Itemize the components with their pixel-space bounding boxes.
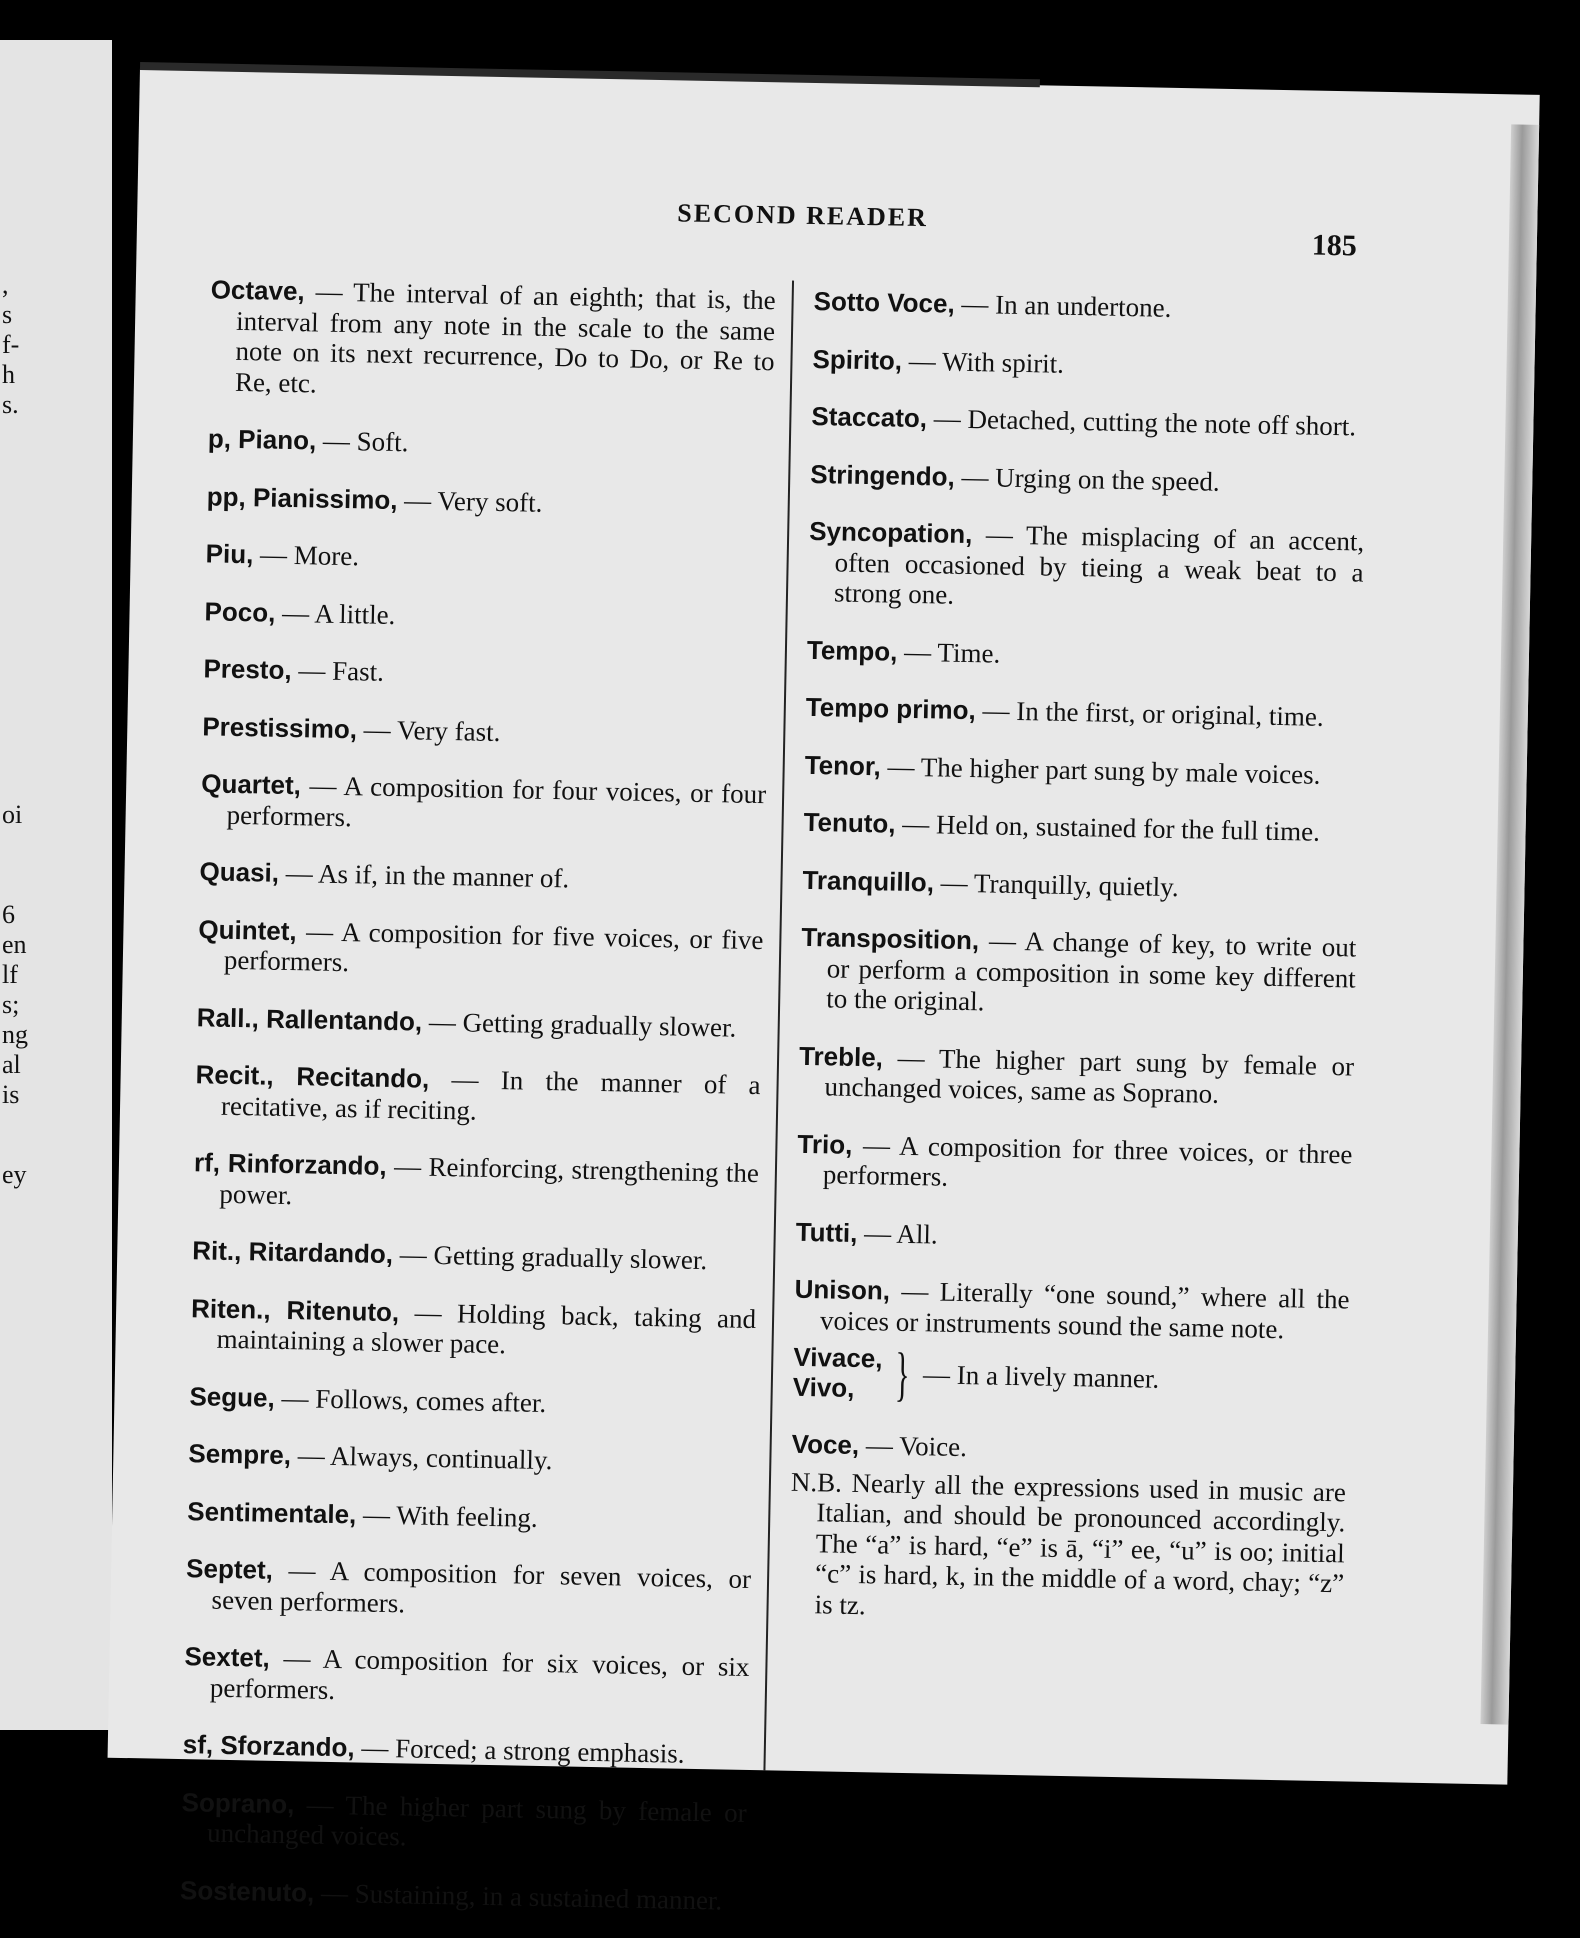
glossary-definition: — Soft. <box>315 425 409 458</box>
glossary-term: Sextet, <box>184 1641 271 1673</box>
glossary-definition: — A little. <box>275 597 396 630</box>
glossary-entry <box>202 711 767 752</box>
left-page-text-fragment: h <box>2 360 15 389</box>
glossary-term: Staccato, <box>811 400 928 434</box>
left-page-text-fragment: s; <box>2 990 20 1019</box>
left-page-sliver <box>0 40 112 1730</box>
glossary-definition: — As if, in the manner of. <box>278 857 570 894</box>
glossary-term: Segue, <box>189 1380 276 1413</box>
glossary-definition: — With feeling. <box>356 1498 538 1533</box>
page-number: 185 <box>1311 228 1358 263</box>
glossary-term: Tempo, <box>806 634 898 667</box>
glossary-definition: — Held on, sustained for the full time. <box>895 808 1321 847</box>
glossary-entry <box>181 1787 747 1859</box>
glossary-entry <box>800 922 1357 1024</box>
brace-terms <box>793 1342 883 1404</box>
glossary-term: Tranquillo, <box>802 864 935 897</box>
glossary-entry <box>199 856 764 897</box>
glossary-entry <box>205 538 770 579</box>
glossary-term: Transposition, <box>801 921 980 956</box>
glossary-definition: — Tranquilly, quietly. <box>933 866 1179 902</box>
running-header: SECOND READER <box>677 198 929 233</box>
glossary-entry <box>209 274 776 407</box>
glossary-definition: — The misplacing of an accent, often occasioned by tieing a weak beat to a strong one. <box>833 519 1365 610</box>
glossary-entry <box>184 1641 750 1713</box>
glossary-entry <box>797 1128 1353 1200</box>
glossary-term: Prestissimo, <box>202 710 358 744</box>
glossary-entry <box>798 1040 1354 1112</box>
glossary-term: Spirito, <box>812 343 903 376</box>
glossary-entry <box>192 1235 757 1276</box>
glossary-definition: — A composition for three voices, or three performers. <box>822 1129 1353 1192</box>
glossary-term: Tempo primo, <box>805 691 977 726</box>
glossary-definition: — Detached, cutting the note off short. <box>926 403 1357 442</box>
glossary-term: Rit., Ritardando, <box>192 1235 394 1270</box>
glossary-entry <box>203 653 768 694</box>
glossary-entry <box>188 1438 753 1479</box>
glossary-entry <box>195 1059 761 1131</box>
left-page-text-fragment: ey <box>2 1160 27 1189</box>
glossary-term: Rall., Rallentando, <box>196 1001 423 1037</box>
glossary-term: Vivace, <box>793 1341 883 1374</box>
book-page <box>108 68 1540 1916</box>
glossary-definition: — Literally “one sound,” where all the voices or instruments sound the same note. <box>819 1275 1350 1344</box>
glossary-term: Sentimentale, <box>187 1495 357 1529</box>
glossary-definition: — Holding back, taking and maintaining a slower pace. <box>216 1296 757 1360</box>
brace-glyph: } <box>894 1340 911 1408</box>
glossary-term: Voce, <box>791 1428 860 1461</box>
left-page-text-fragment: en <box>2 930 27 959</box>
glossary-definition: — Very soft. <box>397 484 543 518</box>
glossary-definition: — Always, continually. <box>290 1440 553 1476</box>
glossary-term: Quintet, <box>198 913 297 946</box>
glossary-term: Quartet, <box>200 768 302 801</box>
footnote-nb: N.B. Nearly all the expressions used in music are Italian, and should be pronounced accordingly. The “a” is hard, “e” is ā, “i” ee, “u” is oo; initial “c” is hard, k, in the middle of a word, chay; “z” is tz. <box>790 1466 1347 1620</box>
glossary-entry <box>196 1002 761 1043</box>
glossary-entry <box>208 423 773 464</box>
left-page-text-fragment: s. <box>2 390 19 419</box>
glossary-definition: — In an undertone. <box>954 288 1172 323</box>
page-edge <box>1480 124 1539 1724</box>
glossary-entry <box>185 1553 751 1625</box>
glossary-definition: — In the first, or original, time. <box>975 695 1324 732</box>
glossary-term: rf, Rinforzando, <box>193 1147 388 1181</box>
left-page-text-fragment: lf <box>2 960 18 989</box>
glossary-definition: — Follows, comes after. <box>274 1382 547 1418</box>
glossary-term: Sempre, <box>188 1438 292 1471</box>
glossary-definition: — With spirit. <box>901 345 1065 379</box>
glossary-definition: — All. <box>857 1217 938 1250</box>
left-page-text-fragment: is <box>2 1080 20 1109</box>
glossary-term: Recit., Recitando, <box>195 1059 430 1094</box>
glossary-term: Syncopation, <box>808 515 973 550</box>
glossary-definition: — More. <box>253 539 360 572</box>
glossary-term: Tutti, <box>795 1216 858 1248</box>
glossary-term: sf, Sforzando, <box>182 1729 355 1763</box>
glossary-entry <box>189 1381 754 1422</box>
glossary-entry <box>812 343 1367 384</box>
glossary-entry <box>204 596 769 637</box>
glossary-definition: — A composition for four voices, or four performers. <box>226 770 767 832</box>
glossary-term: p, Piano, <box>207 423 317 456</box>
glossary-entry <box>804 749 1359 790</box>
glossary-term: Presto, <box>203 653 292 686</box>
page-top-edge <box>140 62 1040 87</box>
left-page-text-fragment: s <box>2 300 13 329</box>
left-page-text-fragment: f- <box>2 330 20 359</box>
glossary-term: Sotto Voce, <box>813 285 956 319</box>
glossary-entry <box>791 1429 1346 1470</box>
glossary-entry <box>803 807 1358 848</box>
glossary-term: Vivo, <box>792 1371 855 1403</box>
glossary-entry <box>802 864 1357 905</box>
glossary-entry <box>190 1293 756 1365</box>
glossary-term: Quasi, <box>199 856 280 888</box>
glossary-entry <box>183 1729 748 1770</box>
glossary-definition: — Reinforcing, strengthening the power. <box>219 1150 760 1210</box>
glossary-term: Tenor, <box>804 749 882 781</box>
glossary-column-right <box>788 259 1370 1656</box>
glossary-term: Piu, <box>205 538 254 570</box>
glossary-entry <box>813 286 1368 327</box>
left-page-text-fragment: ng <box>2 1020 28 1049</box>
glossary-term: Treble, <box>798 1040 884 1072</box>
glossary-definition: — The higher part sung by female or unchanged voices. <box>206 1788 747 1852</box>
glossary-entry <box>193 1147 759 1219</box>
glossary-definition: — The higher part sung by female or unchanged voices, same as Soprano. <box>824 1041 1355 1109</box>
glossary-entry <box>207 481 772 522</box>
glossary-definition: — Fast. <box>291 655 385 687</box>
glossary-entry <box>794 1274 1350 1346</box>
glossary-term: Tenuto, <box>803 806 896 839</box>
glossary-entry-brace <box>793 1342 1349 1413</box>
glossary-definition: — A composition for six voices, or six performers. <box>209 1642 750 1705</box>
glossary-entry <box>198 914 764 986</box>
glossary-term: Sostenuto, <box>179 1874 315 1908</box>
glossary-term: Riten., Ritenuto, <box>190 1292 400 1327</box>
glossary-term: pp, Pianissimo, <box>206 480 398 515</box>
glossary-definition: — Getting gradually slower. <box>421 1006 737 1043</box>
glossary-definition: — The interval of an eighth; that is, the interval from any note in the scale to the same note on its next recurrence, Do to Do, or Re to Re, etc. <box>234 276 776 398</box>
glossary-definition: — A composition for seven voices, or seven performers. <box>211 1554 752 1618</box>
glossary-entry <box>807 634 1362 675</box>
glossary-definition: — In the manner of a recitative, as if reciting. <box>220 1063 761 1126</box>
glossary-term: Stringendo, <box>810 458 956 492</box>
glossary-entry <box>806 692 1361 733</box>
glossary-definition: — In a lively manner. <box>922 1359 1160 1394</box>
glossary-definition: — Sustaining, in a sustained manner. <box>314 1877 723 1916</box>
glossary-definition: — The higher part sung by male voices. <box>880 750 1321 790</box>
glossary-term: Soprano, <box>181 1786 295 1819</box>
glossary-entry <box>200 768 766 840</box>
left-page-text-fragment: 6 <box>2 900 15 929</box>
glossary-term: Trio, <box>797 1128 853 1160</box>
glossary-definition: — Forced; a strong emphasis. <box>354 1732 685 1769</box>
glossary-definition: — Time. <box>897 636 1001 669</box>
left-page-text-fragment: al <box>2 1050 21 1079</box>
glossary-entry <box>811 401 1366 442</box>
glossary-entry <box>187 1496 752 1537</box>
glossary-entry <box>808 516 1365 618</box>
glossary-definition: — Urging on the speed. <box>954 461 1220 497</box>
left-page-text-fragment: oi <box>2 800 23 829</box>
glossary-term: Octave, <box>210 274 305 307</box>
glossary-definition: — A change of key, to write out or perform a composition in some key different to the original. <box>825 925 1357 1017</box>
glossary-entry <box>795 1216 1350 1257</box>
glossary-entry <box>810 458 1365 499</box>
glossary-term: Poco, <box>204 595 276 628</box>
glossary-term: Unison, <box>794 1273 891 1306</box>
left-page-text-fragment: , <box>2 270 9 299</box>
glossary-definition: — A composition for five voices, or five performers. <box>223 915 764 978</box>
glossary-definition: — Very fast. <box>356 713 501 747</box>
glossary-definition: — Getting gradually slower. <box>392 1239 708 1276</box>
glossary-definition: — Voice. <box>858 1430 968 1463</box>
glossary-term: Septet, <box>185 1553 274 1585</box>
glossary-column-left <box>180 247 777 1923</box>
